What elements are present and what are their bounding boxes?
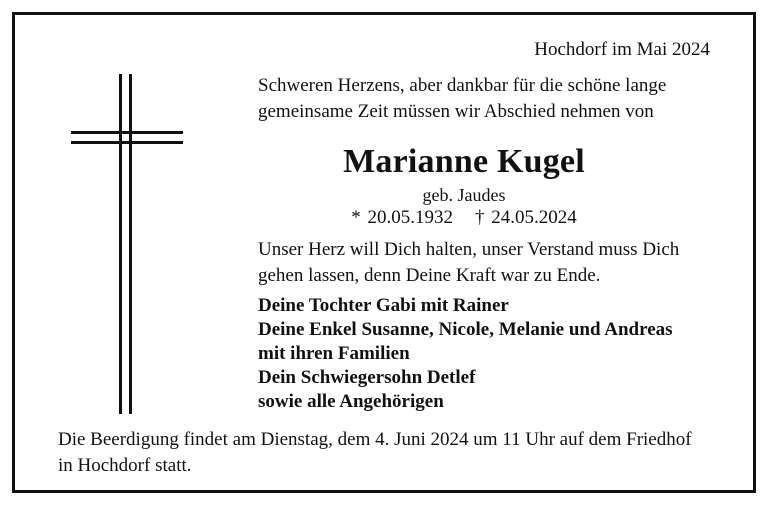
intro-line: gemeinsame Zeit müssen wir Abschied nehmen von [258, 101, 654, 122]
mourner-line: mit ihren Familien [258, 343, 410, 364]
verse-text [258, 237, 679, 289]
cross-vertical-line-right [129, 74, 132, 414]
cross-horizontal-line-top [71, 131, 183, 134]
mourner-line: sowie alle Angehörigen [258, 391, 444, 412]
intro-line: Schweren Herzens, aber dankbar für die schöne lange [258, 75, 667, 96]
place-date: Hochdorf im Mai 2024 [534, 39, 710, 60]
death-date: † 24.05.2024 [475, 207, 577, 228]
funeral-line: in Hochdorf statt. [58, 455, 192, 476]
cross-icon [71, 74, 183, 414]
birth-date: * 20.05.1932 [351, 207, 453, 228]
life-dates [15, 207, 753, 229]
mourner-line: Dein Schwiegersohn Detlef [258, 367, 476, 388]
mourner-line: Deine Tochter Gabi mit Rainer [258, 295, 509, 316]
funeral-line: Die Beerdigung findet am Dienstag, dem 4. Juni 2024 um 11 Uhr auf dem Friedhof [58, 429, 692, 450]
obituary-notice [12, 12, 756, 493]
deceased-name: Marianne Kugel [343, 143, 585, 180]
verse-line: gehen lassen, denn Deine Kraft war zu Ende. [258, 265, 601, 286]
intro-text [258, 73, 666, 125]
cross-vertical-line-left [119, 74, 122, 414]
verse-line: Unser Herz will Dich halten, unser Verstand muss Dich [258, 239, 680, 260]
funeral-info [58, 427, 692, 479]
mourners-list [258, 294, 673, 414]
mourner-line: Deine Enkel Susanne, Nicole, Melanie und Andreas [258, 319, 673, 340]
maiden-name: geb. Jaudes [422, 185, 506, 205]
